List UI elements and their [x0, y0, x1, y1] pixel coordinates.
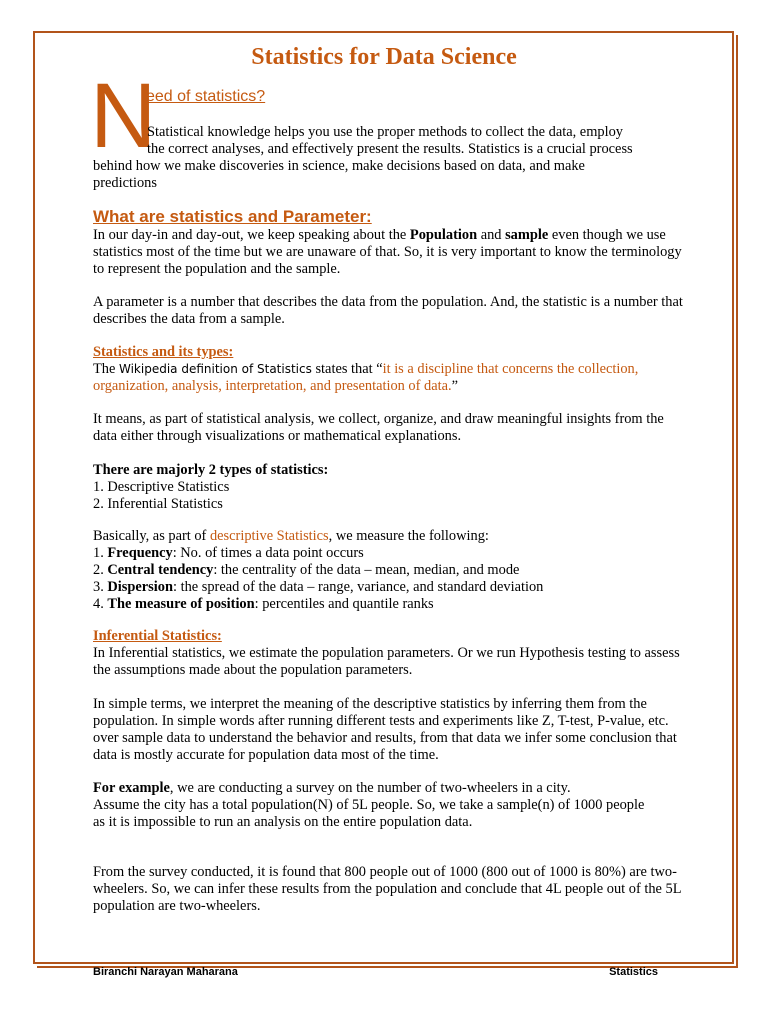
measures-list: [93, 528, 683, 613]
type-descriptive: 1. Descriptive Statistics: [93, 479, 230, 495]
inferential-heading: Inferential Statistics:: [93, 628, 222, 644]
footer-section: Statistics: [609, 966, 658, 978]
params-paragraph-2: A parameter is a number that describes the data from the population. And, the statistic is a number that describes the data from a sample.: [93, 294, 683, 327]
need-line-4: predictions: [93, 175, 157, 191]
types-majorly: There are majorly 2 types of statistics:: [93, 462, 329, 478]
example-paragraph: For example, we are conducting a survey on the number of two-wheelers in a city. Assume the city has a total population(N) of 5L people. So, we take a sample(n) of 1000 people as it is impossible to run an analysis on the entire population data.: [93, 780, 645, 830]
need-line-1: Statistical knowledge helps you use the proper methods to collect the data, employ: [147, 124, 623, 140]
types-list: [93, 462, 683, 513]
inferential-paragraph-1: In Inferential statistics, we estimate the population parameters. Or we run Hypothesis testing to assess the assumptions made about the population parameters.: [93, 645, 680, 678]
type-inferential: 2. Inferential Statistics: [93, 496, 223, 512]
footer-author: Biranchi Narayan Maharana: [93, 966, 238, 978]
measure-central-tendency: 2. Central tendency: the centrality of the data – mean, median, and mode: [93, 562, 520, 578]
need-line-3: behind how we make discoveries in science, make decisions based on data, and make: [93, 158, 585, 174]
need-heading: eed of statistics?: [146, 88, 266, 105]
measure-dispersion: 3. Dispersion: the spread of the data – range, variance, and standard deviation: [93, 579, 544, 595]
means-paragraph: It means, as part of statistical analysis, we collect, organize, and draw meaningful insights from the data either through visualizations or mathematical explanations.: [93, 411, 664, 444]
params-paragraph-1: In our day-in and day-out, we keep speaking about the Population and sample even though we use statistics most of the time but we are unaware of that. So, it is very important to know the terminology to represent the population and the sample.: [93, 227, 682, 277]
drop-cap: N: [90, 65, 157, 167]
conclusion-paragraph: From the survey conducted, it is found that 800 people out of 1000 (800 out of 1000 is 80%) are two-wheelers. So, we can infer these results from the population and conclude that 4L people out of the 5L population are two-wheelers.: [93, 864, 681, 914]
wikipedia-definition: The Wikipedia definition of Statistics states that “it is a discipline that concerns the collection, organization, analysis, interpretation, and presentation of data.”: [93, 361, 639, 394]
inferential-paragraph-2: In simple terms, we interpret the meaning of the descriptive statistics by inferring them from the population. In simple words after running different tests and experiments like Z, T-test, P-value, etc. over sample data to understand the behavior and results, from that data we infer some conclusion that data is mostly accurate for population data most of the time.: [93, 696, 677, 763]
measure-position: 4. The measure of position: percentiles and quantile ranks: [93, 596, 434, 612]
basically-line: Basically, as part of descriptive Statistics, we measure the following:: [93, 528, 489, 544]
page-title: Statistics for Data Science: [251, 44, 517, 70]
need-line-2: the correct analyses, and effectively present the results. Statistics is a crucial process: [147, 141, 633, 157]
params-heading: What are statistics and Parameter:: [93, 207, 372, 226]
measure-frequency: 1. Frequency: No. of times a data point occurs: [93, 545, 364, 561]
types-heading: Statistics and its types:: [93, 344, 234, 360]
